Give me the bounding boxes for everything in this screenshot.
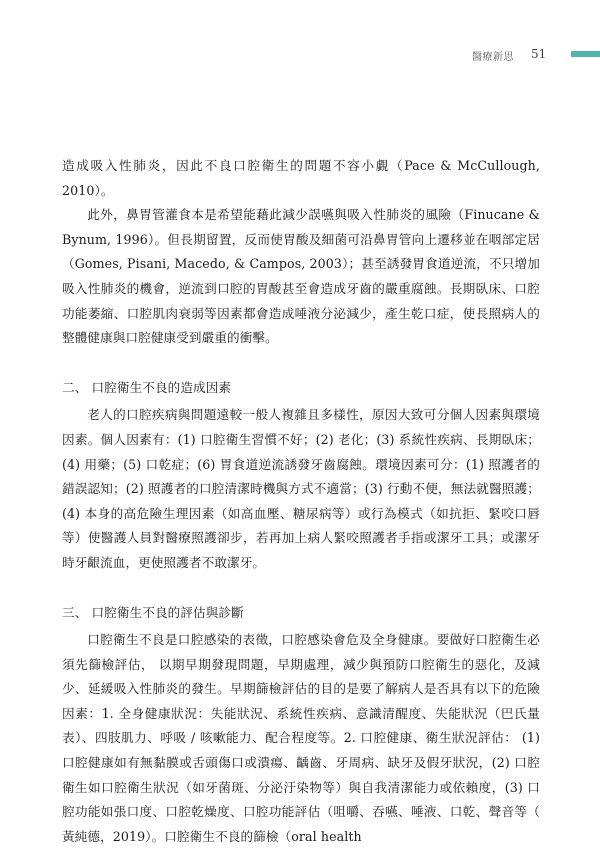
section-heading-assessment: 三、 口腔衛生不良的評估與診斷: [62, 604, 244, 620]
paragraph-continuation: 造成吸入性肺炎，因此不良口腔衛生的問題不容小覷（Pace & McCullough, 2010）。: [62, 158, 540, 198]
page-number: 51: [531, 47, 547, 61]
accent-bar: [571, 51, 600, 57]
running-header: [0, 48, 600, 68]
article-body: [62, 154, 540, 849]
section-heading-causes: 二、 口腔衛生不良的造成因素: [62, 379, 232, 395]
journal-title: 醫療新思: [472, 52, 514, 63]
paragraph-assessment: 口腔衛生不良是口腔感染的表徵，口腔感染會危及全身健康。要做好口腔衛生必須先篩檢評估， 以期早期發現問題，早期處理，減少與預防口腔衛生的惡化，及減少、延緩吸入性肺炎的發生。早期篩檢評估的目的是要了解病人是否具有以下的危險因素：1. 全身健康狀況：失能狀況、系統性疾病、意識清醒度、失能狀況（巴氏量表）、四肢肌力、呼吸 / 咳嗽能力、配合程度等。2. 口腔健康、衛生狀況評估： (1) 口腔健康如有無黏膜或舌頭傷口或潰瘍、齲齒、牙周病、缺牙及假牙狀況，(2) 口腔衛生如口腔衛生狀況（如牙菌斑、分泌汙染物等）與自我清潔能力或依賴度，(3) 口腔功能如張口度、口腔乾燥度、口腔功能評估（咀嚼、吞嚥、唾液、口乾、聲音等（ 黃純德，2019）。口腔衛生不良的篩檢（oral health: [62, 632, 540, 844]
paragraph-nasogastric: 此外，鼻胃管灌食本是希望能藉此減少誤嚥與吸入性肺炎的風險（Finucane & Bynum, 1996）。但長期留置，反而使胃酸及細菌可沿鼻胃管向上遷移並在咽部定居（Gomes, Pisani, Macedo, & Campos, 2003）；甚至誘發胃食道逆流，不只增加吸入性肺炎的機會，逆流到口腔的胃酸甚至會造成牙齒的嚴重腐蝕。長期臥床、口腔功能萎縮、口腔肌肉衰弱等因素都會造成唾液分泌減少，產生乾口症，使長照病人的整體健康與口腔健康受到嚴重的衝擊。: [62, 207, 540, 346]
paragraph-causes: 老人的口腔疾病與問題遠較一般人複雜且多樣性，原因大致可分個人因素與環境因素。個人因素有：(1) 口腔衛生習慣不好；(2) 老化；(3) 系統性疾病、長期臥床；(4) 用藥；(5) 口乾症；(6) 胃食道逆流誘發牙齒腐蝕。環境因素可分：(1) 照護者的錯誤認知；(2) 照護者的口腔清潔時機與方式不適當；(3) 行動不便，無法就醫照護；(4) 本身的高危險生理因素（如高血壓、糖尿病等）或行為模式（如抗拒、緊咬口唇等）使醫護人員對醫療照護卻步，若再加上病人緊咬照護者手指或潔牙工具；或潔牙時牙齦流血，更使照護者不敢潔牙。: [62, 407, 540, 570]
